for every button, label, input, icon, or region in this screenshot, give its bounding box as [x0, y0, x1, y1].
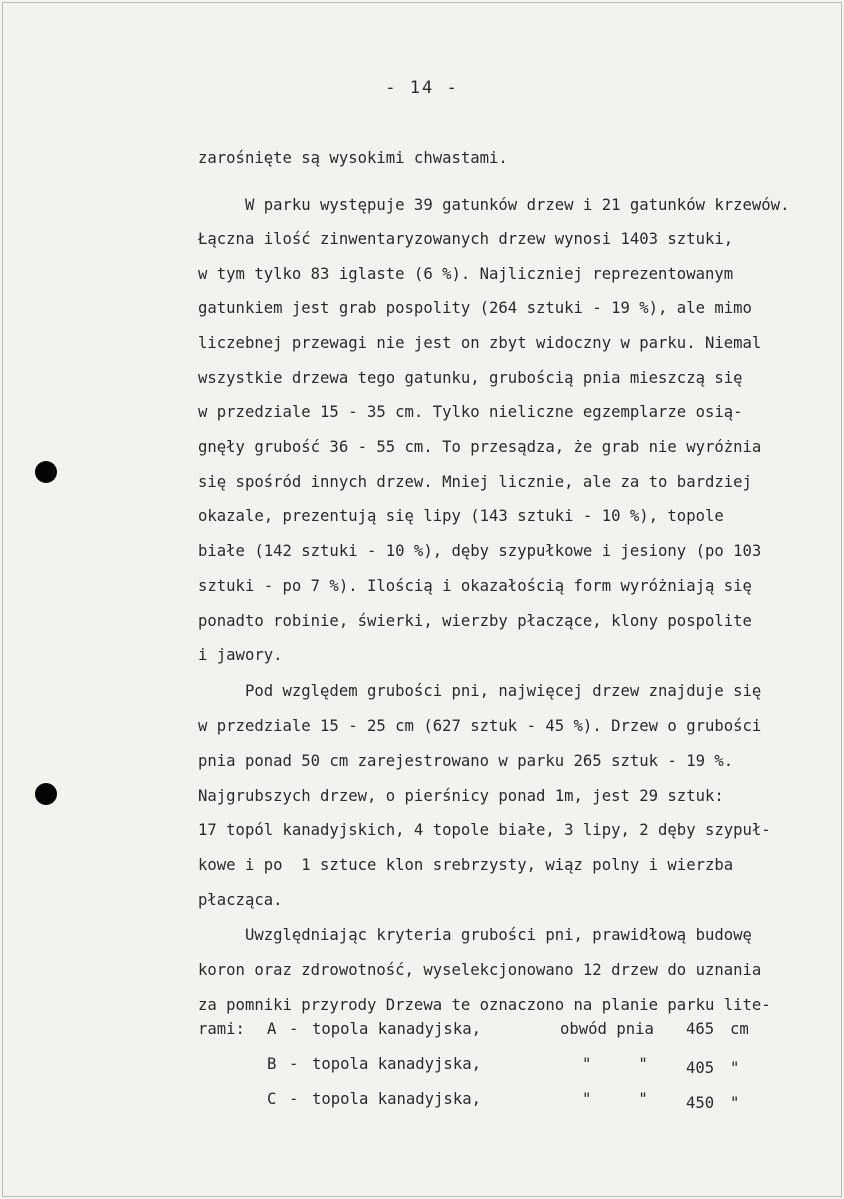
list-item-letter: C	[267, 1090, 277, 1108]
text-line: W parku występuje 39 gatunków drzew i 21 gatunków krzewów.	[198, 196, 790, 214]
list-item-species: topola kanadyjska,	[312, 1090, 481, 1108]
text-line: za pomniki przyrody Drzewa te oznaczono na planie parku lite-	[198, 996, 771, 1014]
text-line: wszystkie drzewa tego gatunku, grubością pnia mieszczą się	[198, 369, 743, 387]
list-item-value: 465	[686, 1020, 715, 1038]
text-line: ponadto robinie, świerki, wierzby płaczące, klony pospolite	[198, 612, 752, 630]
list-item-measure-label: obwód pnia	[560, 1020, 654, 1038]
list-lead: rami:	[198, 1020, 245, 1038]
list-item-value: 450	[686, 1094, 715, 1112]
text-line: płacząca.	[198, 891, 283, 909]
list-item-letter: A	[267, 1020, 277, 1038]
text-line: okazale, prezentują się lipy (143 sztuki - 10 %), topole	[198, 507, 724, 525]
text-line: Pod względem grubości pni, najwięcej drzew znajduje się	[198, 682, 762, 700]
list-item-unit: "	[730, 1094, 740, 1112]
text-line: się spośród innych drzew. Mniej licznie, ale za to bardziej	[198, 473, 752, 491]
list-item-letter: B	[267, 1055, 277, 1073]
text-line: 17 topól kanadyjskich, 4 topole białe, 3 lipy, 2 dęby szypuł-	[198, 821, 771, 839]
punch-hole-lower	[35, 783, 57, 805]
punch-hole-upper	[35, 461, 57, 483]
list-item-dash: -	[289, 1055, 299, 1073]
text-line: liczebnej przewagi nie jest on zbyt widoczny w parku. Niemal	[198, 334, 762, 352]
text-line: i jawory.	[198, 646, 283, 664]
page-border	[2, 2, 842, 1197]
list-item-species: topola kanadyjska,	[312, 1020, 481, 1038]
text-line: kowe i po 1 sztuce klon srebrzysty, wiąz polny i wierzba	[198, 856, 734, 874]
list-item-unit: "	[730, 1059, 740, 1077]
text-line: w tym tylko 83 iglaste (6 %). Najliczniej reprezentowanym	[198, 265, 734, 283]
list-item-dash: -	[289, 1090, 299, 1108]
text-line: koron oraz zdrowotność, wyselekcjonowano 12 drzew do uznania	[198, 961, 762, 979]
text-line: białe (142 sztuki - 10 %), dęby szypułkowe i jesiony (po 103	[198, 542, 762, 560]
text-line: Łączna ilość zinwentaryzowanych drzew wynosi 1403 sztuki,	[198, 230, 734, 248]
text-line: sztuki - po 7 %). Ilością i okazałością form wyróżniają się	[198, 577, 752, 595]
text-line: pnia ponad 50 cm zarejestrowano w parku 265 sztuk - 19 %.	[198, 752, 734, 770]
text-line: Uwzględniając kryteria grubości pni, prawidłową budowę	[198, 926, 752, 944]
list-item-species: topola kanadyjska,	[312, 1055, 481, 1073]
text-line: w przedziale 15 - 35 cm. Tylko nieliczne egzemplarze osią-	[198, 403, 743, 421]
text-line: Najgrubszych drzew, o pierśnicy ponad 1m, jest 29 sztuk:	[198, 787, 724, 805]
list-item-value: 405	[686, 1059, 715, 1077]
text-line: gatunkiem jest grab pospolity (264 sztuki - 19 %), ale mimo	[198, 299, 752, 317]
list-item-unit: cm	[730, 1020, 749, 1038]
list-item-measure-label: " "	[582, 1090, 648, 1108]
text-line: gnęły grubość 36 - 55 cm. To przesądza, że grab nie wyróżnia	[198, 438, 762, 456]
text-line: w przedziale 15 - 25 cm (627 sztuk - 45 %). Drzew o grubości	[198, 717, 762, 735]
list-item-dash: -	[289, 1020, 299, 1038]
text-line: zarośnięte są wysokimi chwastami.	[198, 149, 508, 167]
page-number: - 14 -	[385, 78, 459, 98]
list-item-measure-label: " "	[582, 1055, 648, 1073]
